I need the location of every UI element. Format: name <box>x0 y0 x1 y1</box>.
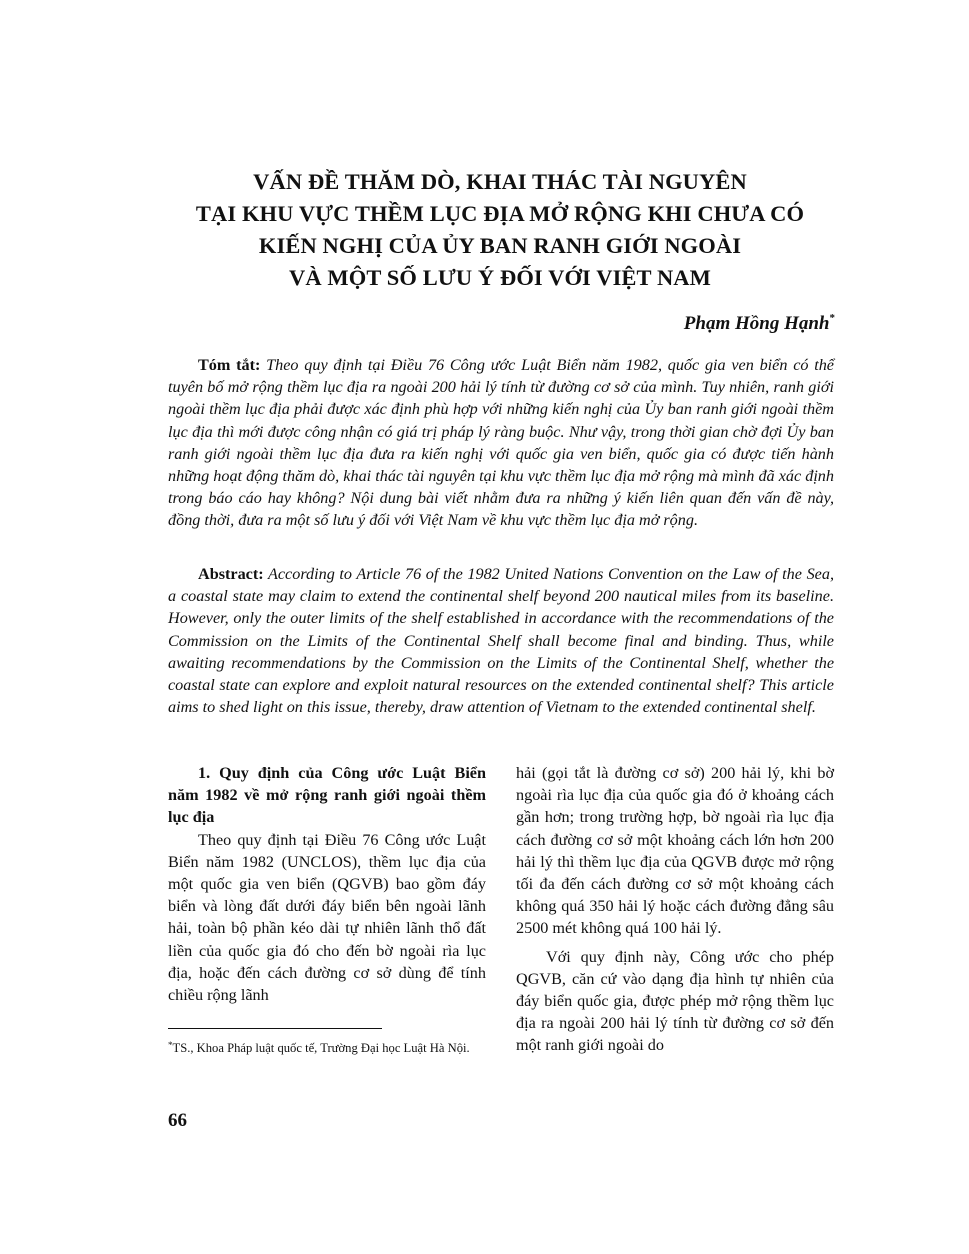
abstract-en-label: Abstract: <box>198 565 264 583</box>
abstract-english <box>168 563 834 718</box>
author-name: Phạm Hồng Hạnh <box>683 313 830 334</box>
title-line: KIẾN NGHỊ CỦA ỦY BAN RANH GIỚI NGOÀI <box>258 233 742 258</box>
footnote-divider <box>168 1028 382 1029</box>
right-column <box>516 762 834 1057</box>
author-byline <box>684 312 835 335</box>
abstract-en-text: According to Article 76 of the 1982 United Nations Convention on the Law of the Sea, a coastal state may claim to extend the continental shelf beyond 200 nautical miles from its baseline. However, only the outer limits of the shelf established in accordance with the recommendations of the Commission on the Limits of the Continental Shelf shall become final and binding. Thus, while awaiting recommendations by the Commission on the Limits of the Continental Shelf, whether the coastal state can explore and exploit natural resources on the extended continental shelf? This article aims to shed light on this issue, thereby, draw attention of Vietnam to the extended continental shelf. <box>168 565 834 717</box>
article-title <box>140 166 860 294</box>
body-paragraph: Theo quy định tại Điều 76 Công ước Luật Biển năm 1982 (UNCLOS), thềm lục địa của một quốc gia ven biển (QGVB) bao gồm đáy biển và lòng đất dưới đáy biển bên ngoài lãnh hải, toàn bộ phần kéo dài tự nhiên lãnh thổ đất liền của quốc gia đó cho đến bờ ngoài rìa lục địa, hoặc đến cách đường cơ sở dùng để tính chiều rộng lãnh <box>168 830 486 1005</box>
abstract-vietnamese <box>168 354 834 532</box>
footnote-text: TS., Khoa Pháp luật quốc tế, Trường Đại học Luật Hà Nội. <box>172 1041 470 1055</box>
page-number: 66 <box>168 1110 187 1131</box>
author-footnote-mark: * <box>829 312 835 324</box>
abstract-vi-label: Tóm tắt: <box>198 356 261 374</box>
body-paragraph-continued: hải (gọi tắt là đường cơ sở) 200 hải lý, khi bờ ngoài rìa lục địa của quốc gia đó ở khoảng cách gần hơn; trong trường hợp, bờ ngoài rìa lục địa cách đường cơ sở một khoảng cách lớn hơn 200 hải lý thì thềm lục địa của QGVB được mở rộng tối đa đến cách đường cơ sở một khoảng cách không quá 350 hải lý hoặc cách đường đẳng sâu 2500 mét không quá 100 hải lý. <box>516 764 834 938</box>
title-line: TẠI KHU VỰC THỀM LỤC ĐỊA MỞ RỘNG KHI CHƯA CÓ <box>195 201 805 226</box>
title-line: VÀ MỘT SỐ LƯU Ý ĐỐI VỚI VIỆT NAM <box>288 265 711 290</box>
section-heading: 1. Quy định của Công ước Luật Biển năm 1982 về mở rộng ranh giới ngoài thềm lục địa <box>168 764 486 827</box>
footnote-mark: * <box>168 1040 173 1050</box>
footnote <box>168 1036 486 1058</box>
title-line: VẤN ĐỀ THĂM DÒ, KHAI THÁC TÀI NGUYÊN <box>253 169 747 194</box>
left-column <box>168 762 486 1006</box>
abstract-vi-text: Theo quy định tại Điều 76 Công ước Luật Biển năm 1982, quốc gia ven biển có thể tuyên bố mở rộng thềm lục địa ra ngoài 200 hải lý tính từ đường cơ sở của mình. Tuy nhiên, ranh giới ngoài thềm lục địa phải được xác định phù hợp với những kiến nghị của Ủy ban ranh giới ngoài thềm lục địa thì mới được công nhận có giá trị pháp lý ràng buộc. Như vậy, trong thời gian chờ đợi Ủy ban ranh giới ngoài thềm lục địa đưa ra kiến nghị với quốc gia ven biển, quốc gia có được tiến hành những hoạt động thăm dò, khai thác tài nguyên tại khu vực thềm lục địa mở rộng mà mình đã xác định trong báo cáo hay không? Nội dung bài viết nhằm đưa ra những ý kiến liên quan đến vấn đề này, đồng thời, đưa ra một số lưu ý đối với Việt Nam về khu vực thềm lục địa mở rộng. <box>168 356 834 530</box>
body-paragraph: Với quy định này, Công ước cho phép QGVB, căn cứ vào dạng địa hình tự nhiên của đáy biển quốc gia, được phép mở rộng thềm lục địa ra ngoài 200 hải lý tính từ đường cơ sở đến một ranh giới ngoài do <box>516 947 834 1055</box>
